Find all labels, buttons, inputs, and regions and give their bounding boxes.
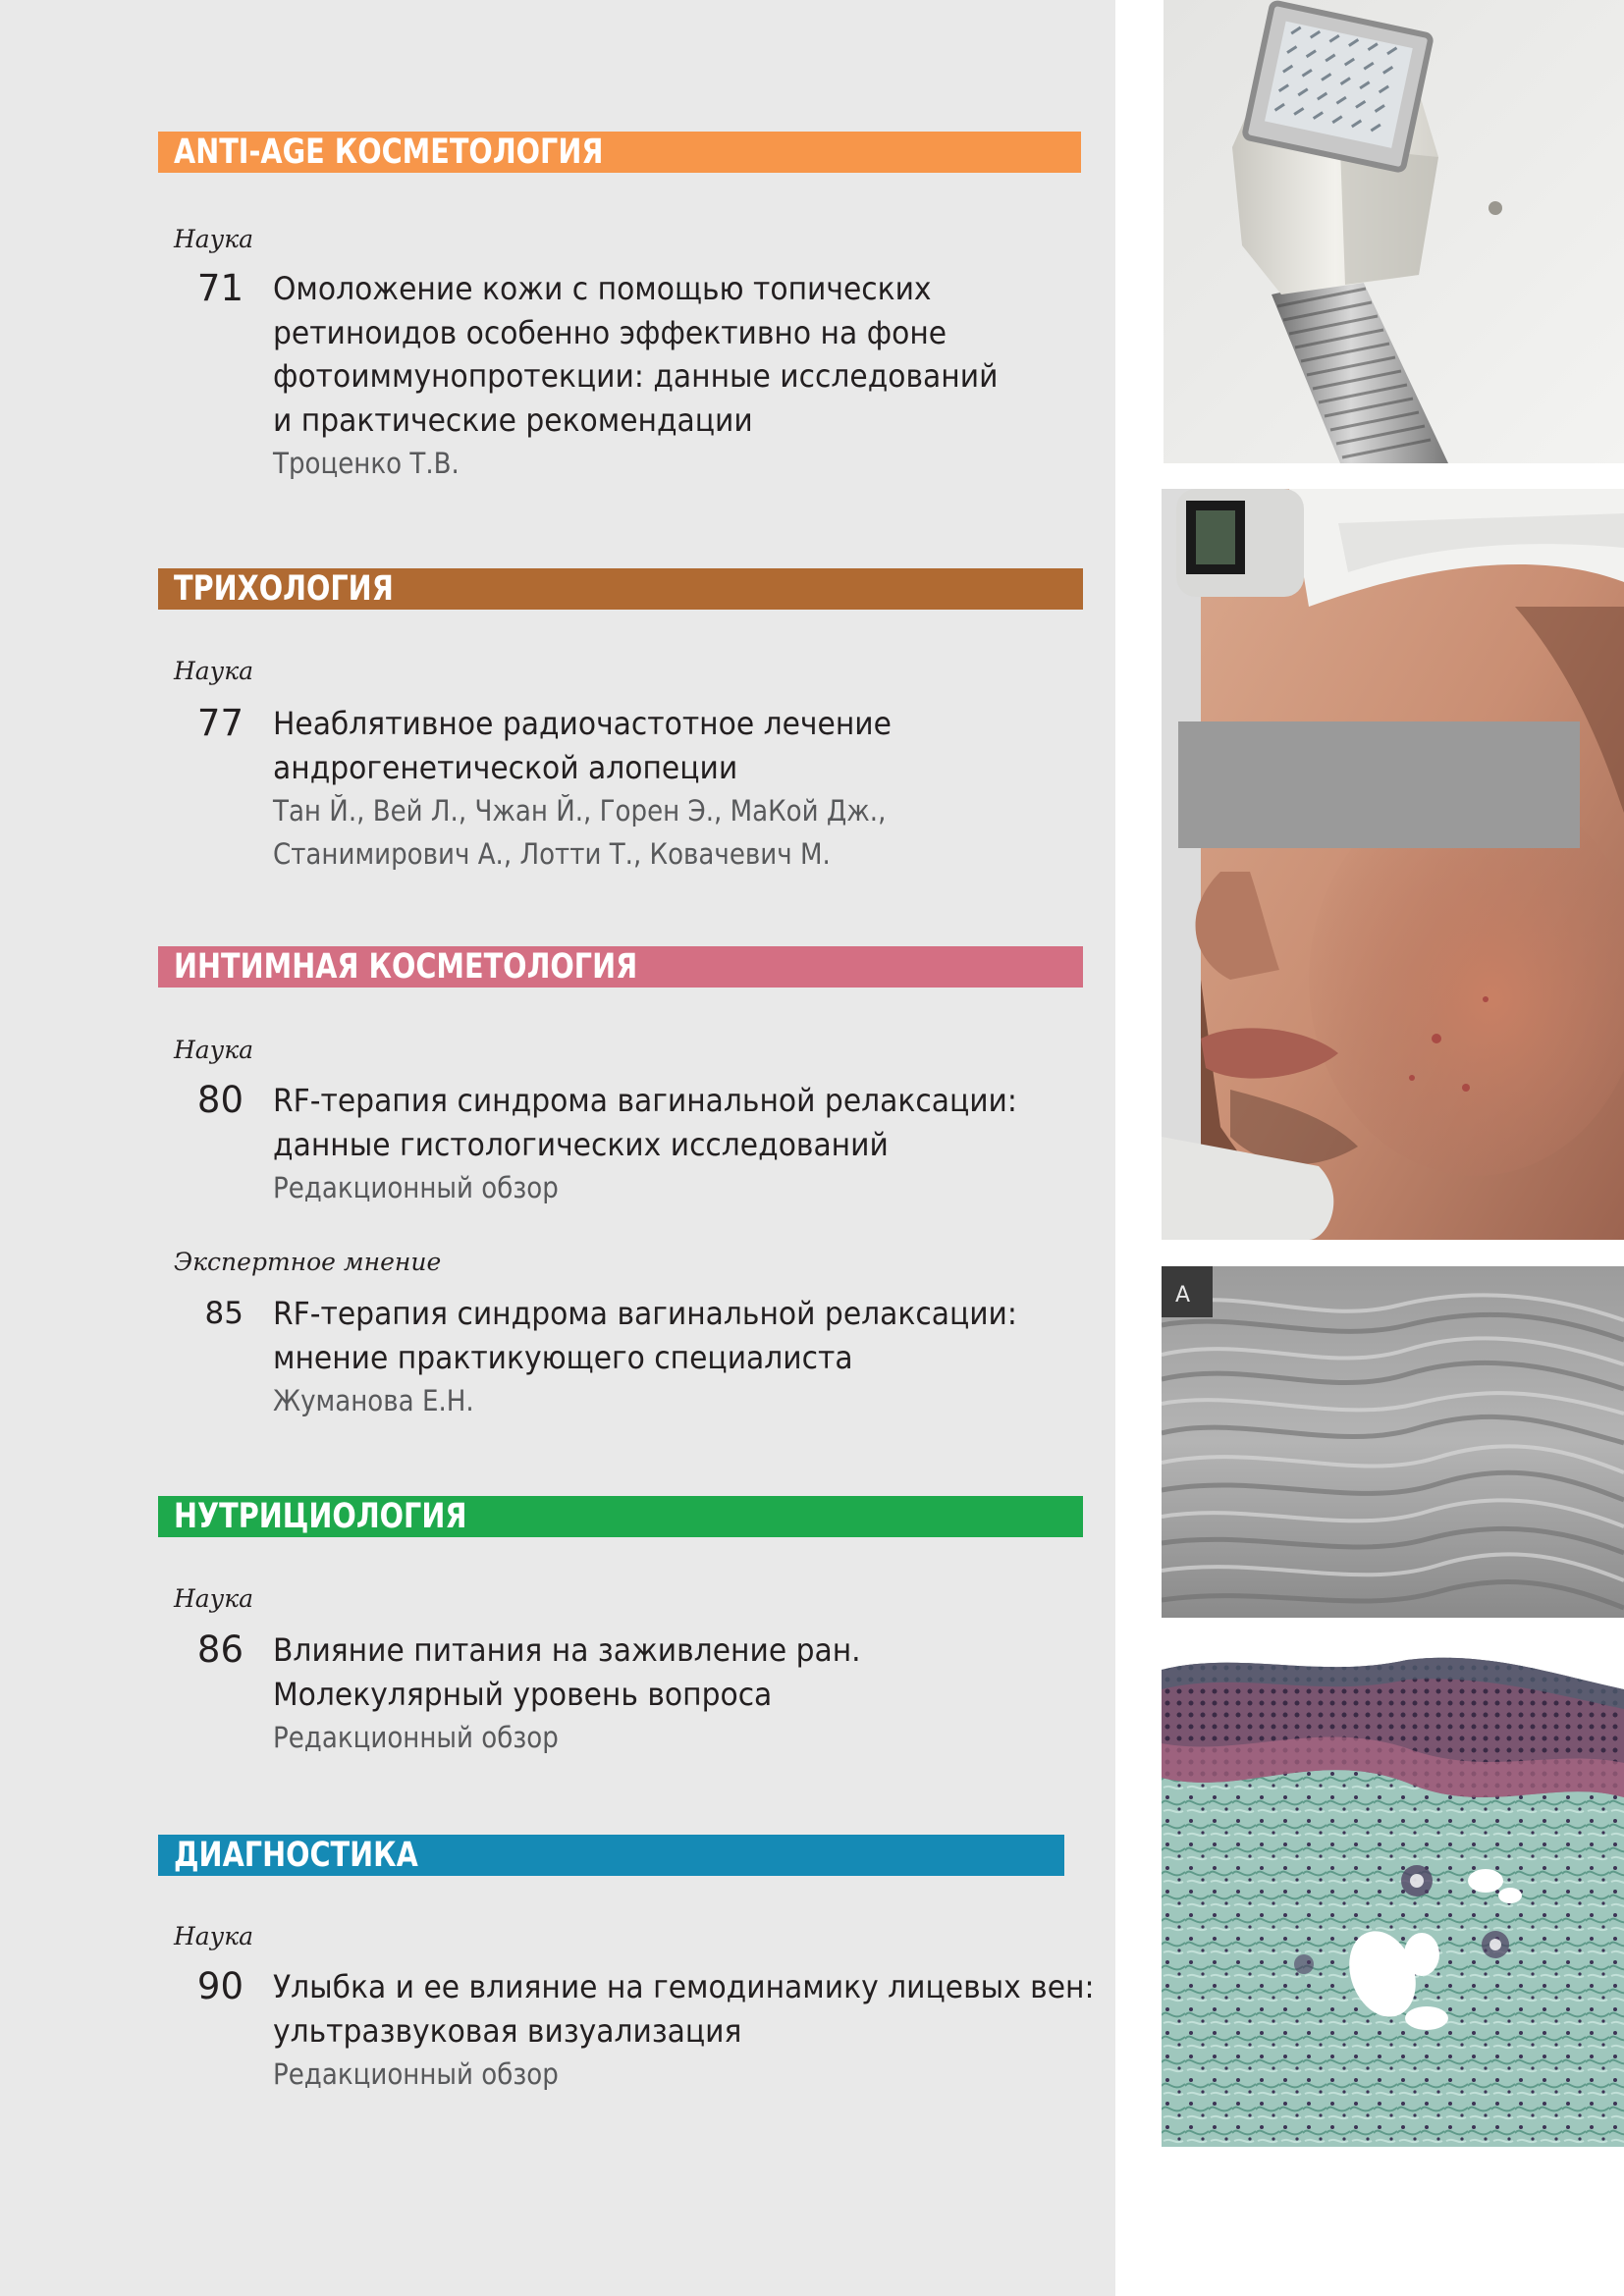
article-title [273, 1629, 1108, 1759]
title-line: Влияние питания на заживление ран. [273, 1631, 861, 1669]
page-number: 90 [196, 1965, 244, 2007]
title-line: Омоложение кожи с помощью топических [273, 270, 932, 307]
title-line: и практические рекомендации [273, 400, 753, 439]
section-title: ANTI-AGE КОСМЕТОЛОГИЯ [174, 133, 604, 172]
author-line: Редакционный обзор [273, 1171, 559, 1204]
author-line: Жуманова Е.Н. [273, 1384, 474, 1417]
section-header-anti-age [158, 132, 1081, 173]
author-line: Редакционный обзор [273, 1721, 559, 1754]
section-header-nutrition [158, 1496, 1083, 1537]
section-header-intimate [158, 946, 1083, 988]
author-line: Редакционный обзор [273, 2057, 559, 2091]
rubric-label: Наука [174, 225, 254, 253]
article-title [273, 1292, 1108, 1422]
title-line: фотоиммунопротекции: данные исследований [273, 357, 999, 395]
title-line: Улыбка и ее влияние на гемодинамику лицевых вен: [273, 1968, 1095, 2005]
rubric-label: Наука [174, 657, 254, 685]
author-line: Троценко Т.В. [273, 447, 460, 480]
privacy-bar [1178, 721, 1580, 848]
ultrasound-image [1162, 1266, 1624, 1618]
page-number: 71 [196, 267, 244, 309]
patient-face-image [1162, 489, 1624, 1240]
histology-image [1162, 1650, 1624, 2147]
ultrasound-photo [1162, 1266, 1624, 1618]
article-title [273, 1965, 1108, 2096]
title-line: Неаблятивное радиочастотное лечение [273, 705, 892, 742]
section-title: ДИАГНОСТИКА [174, 1836, 418, 1875]
rubric-label: Наука [174, 1584, 254, 1613]
title-line: Молекулярный уровень вопроса [273, 1675, 773, 1713]
title-line: данные гистологических исследований [273, 1125, 889, 1163]
title-line: RF-терапия синдрома вагинальной релаксации: [273, 1295, 1017, 1332]
section-title: НУТРИЦИОЛОГИЯ [174, 1497, 467, 1536]
title-line: ультразвуковая визуализация [273, 2011, 742, 2050]
page-number: 85 [204, 1296, 244, 1331]
page-number: 80 [196, 1079, 244, 1121]
rubric-label: Наука [174, 1036, 254, 1064]
section-title: ИНТИМНАЯ КОСМЕТОЛОГИЯ [174, 947, 638, 987]
page-number: 86 [196, 1629, 244, 1671]
rubric-label: Экспертное мнение [174, 1248, 442, 1276]
article-title [273, 267, 1108, 485]
article-title [273, 702, 1108, 876]
histology-photo [1162, 1650, 1624, 2147]
title-line: мнение практикующего специалиста [273, 1338, 853, 1376]
patient-face-photo [1162, 489, 1624, 1240]
rf-device-photo [1164, 0, 1624, 463]
title-line: RF-терапия синдрома вагинальной релаксации: [273, 1082, 1017, 1119]
author-line: Тан Й., Вей Л., Чжан Й., Горен Э., МаКой Дж., [273, 794, 887, 828]
rf-device-image [1164, 0, 1624, 463]
ultrasound-label: A [1175, 1283, 1191, 1308]
section-title: ТРИХОЛОГИЯ [174, 569, 394, 609]
article-title [273, 1079, 1108, 1209]
rubric-label: Наука [174, 1922, 254, 1950]
title-line: андрогенетической алопеции [273, 748, 738, 786]
section-header-trichology [158, 568, 1083, 610]
section-header-diagnostics [158, 1835, 1064, 1876]
author-line: Станимирович А., Лотти Т., Ковачевич М. [273, 837, 831, 871]
page-number: 77 [196, 702, 244, 744]
title-line: ретиноидов особенно эффективно на фоне [273, 313, 947, 351]
